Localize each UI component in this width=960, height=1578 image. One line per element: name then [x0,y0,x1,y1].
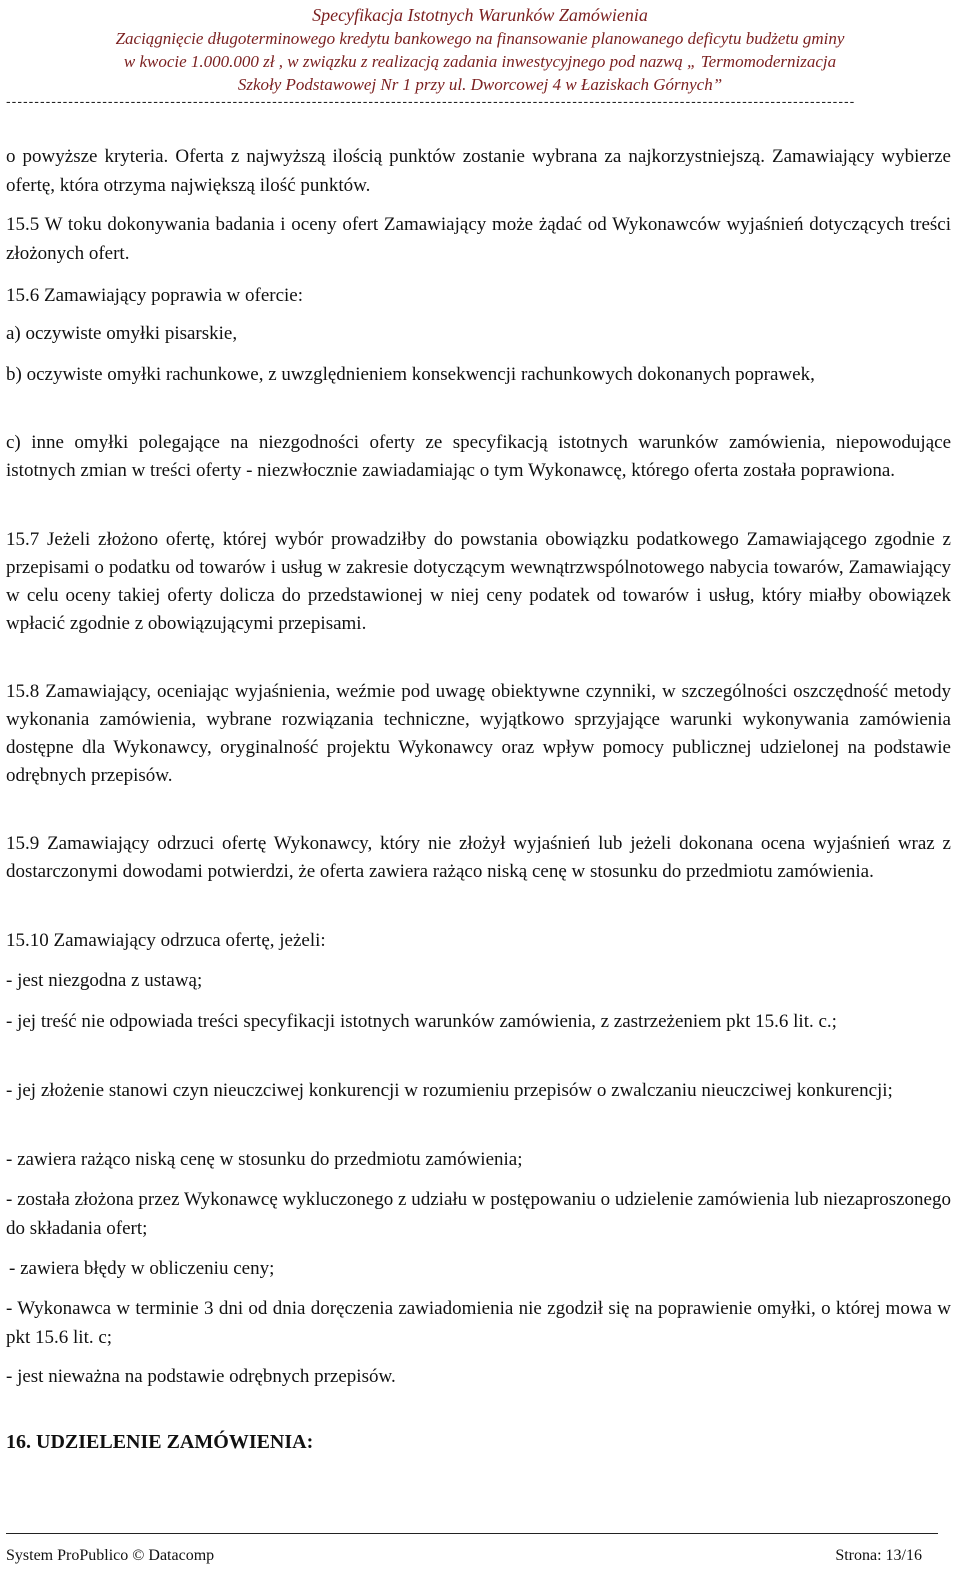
paragraph-15-10: 15.10 Zamawiający odrzuca ofertę, jeżeli: [6,930,326,951]
list-item: - jej złożenie stanowi czyn nieuczciwej konkurencji w rozumieniu przepisów o zwalczaniu nieuczciwej konkurencji; [6,1080,893,1101]
paragraph-15-8: 15.8 Zamawiający, oceniając wyjaśnienia, weźmie pod uwagę obiektywne czynniki, w szczególności oszczędność metody wykonania zamówienia, wybrane rozwiązania techniczne, wyjątkowo sprzyjające warunki wykonywania zamówienia dostępne dla Wykonawcy, oryginalność projektu Wykonawcy oraz wpływ pomocy publicznej udzielonej na podstawie odrębnych przepisów. [6,681,951,786]
list-item: - jest niezgodna z ustawą; [6,970,203,991]
paragraph-15-6-a: a) oczywiste omyłki pisarskie, [6,323,238,344]
paragraph-15-6-b: b) oczywiste omyłki rachunkowe, z uwzględnieniem konsekwencji rachunkowych dokonanych poprawek, [6,364,815,385]
page-number: Strona: 13/16 [835,1547,922,1564]
paragraph-15-5: 15.5 W toku dokonywania badania i oceny ofert Zamawiający może żądać od Wykonawców wyjaśnień dotyczących treści złożonych ofert. [6,214,951,264]
section-heading: 16. UDZIELENIE ZAMÓWIENIA: [6,1431,314,1453]
header-line-3: w kwocie 1.000.000 zł , w związku z realizacją zadania inwestycyjnego pod nazwą „ Termomodernizacja [123,52,837,71]
list-item: - jest nieważna na podstawie odrębnych przepisów. [6,1366,396,1387]
paragraph-15-6: 15.6 Zamawiający poprawia w ofercie: [6,285,304,306]
paragraph-intro: o powyższe kryteria. Oferta z najwyższą ilością punktów zostanie wybrana za najkorzystniejszą. Zamawiający wybierze ofertę, która otrzyma największą ilość punktów. [6,146,951,196]
list-item: - została złożona przez Wykonawcę wykluczonego z udziału w postępowaniu o udzielenie zamówienia lub niezaproszonego do składania ofert; [6,1189,951,1239]
header-line-4: Szkoły Podstawowej Nr 1 przy ul. Dworcowej 4 w Łaziskach Górnych” [237,75,723,94]
paragraph-15-7: 15.7 Jeżeli złożono ofertę, której wybór prowadziłby do powstania obowiązku podatkowego Zamawiającego zgodnie z przepisami o podatku od towarów i usług w zakresie dotyczącym wewnątrzwspólnotowego nabycia towarów, Zamawiający w celu oceny takiej oferty dolicza do przedstawionej w niej ceny podatek od towarów i usług, który miałby obowiązek wpłacić zgodnie z obowiązującymi przepisami. [6,529,951,634]
header-line-2: Zaciągnięcie długoterminowego kredytu bankowego na finansowanie planowanego deficytu budżetu gminy [115,29,845,48]
header-title: Specyfikacja Istotnych Warunków Zamówienia [312,5,648,25]
list-item: - zawiera błędy w obliczeniu ceny; [9,1258,275,1279]
page-header [0,4,960,96]
footer-source: System ProPublico © Datacomp [6,1547,215,1564]
list-item: - zawiera rażąco niską cenę w stosunku do przedmiotu zamówienia; [6,1149,523,1170]
list-item: - Wykonawca w terminie 3 dni od dnia doręczenia zawiadomienia nie zgodził się na poprawienie omyłki, o której mowa w pkt 15.6 lit. c; [6,1298,951,1348]
header-separator: ------------------------------------------------------------------------------------------------------------------------------------------------------ [6,93,856,109]
paragraph-15-9: 15.9 Zamawiający odrzuci ofertę Wykonawcy, który nie złożył wyjaśnień lub jeżeli dokonana ocena wyjaśnień wraz z dostarczonymi dowodami potwierdzi, że oferta zawiera rażąco niską cenę w stosunku do przedmiotu zamówienia. [6,833,951,882]
list-item: - jej treść nie odpowiada treści specyfikacji istotnych warunków zamówienia, z zastrzeżeniem pkt 15.6 lit. c.; [6,1011,837,1032]
paragraph-15-6-c: c) inne omyłki polegające na niezgodności oferty ze specyfikacją istotnych warunków zamówienia, niepowodujące istotnych zmian w treści oferty - niezwłocznie zawiadamiając o tym Wykonawcę, którego oferta została poprawiona. [6,432,951,481]
footer-divider [6,1533,938,1534]
